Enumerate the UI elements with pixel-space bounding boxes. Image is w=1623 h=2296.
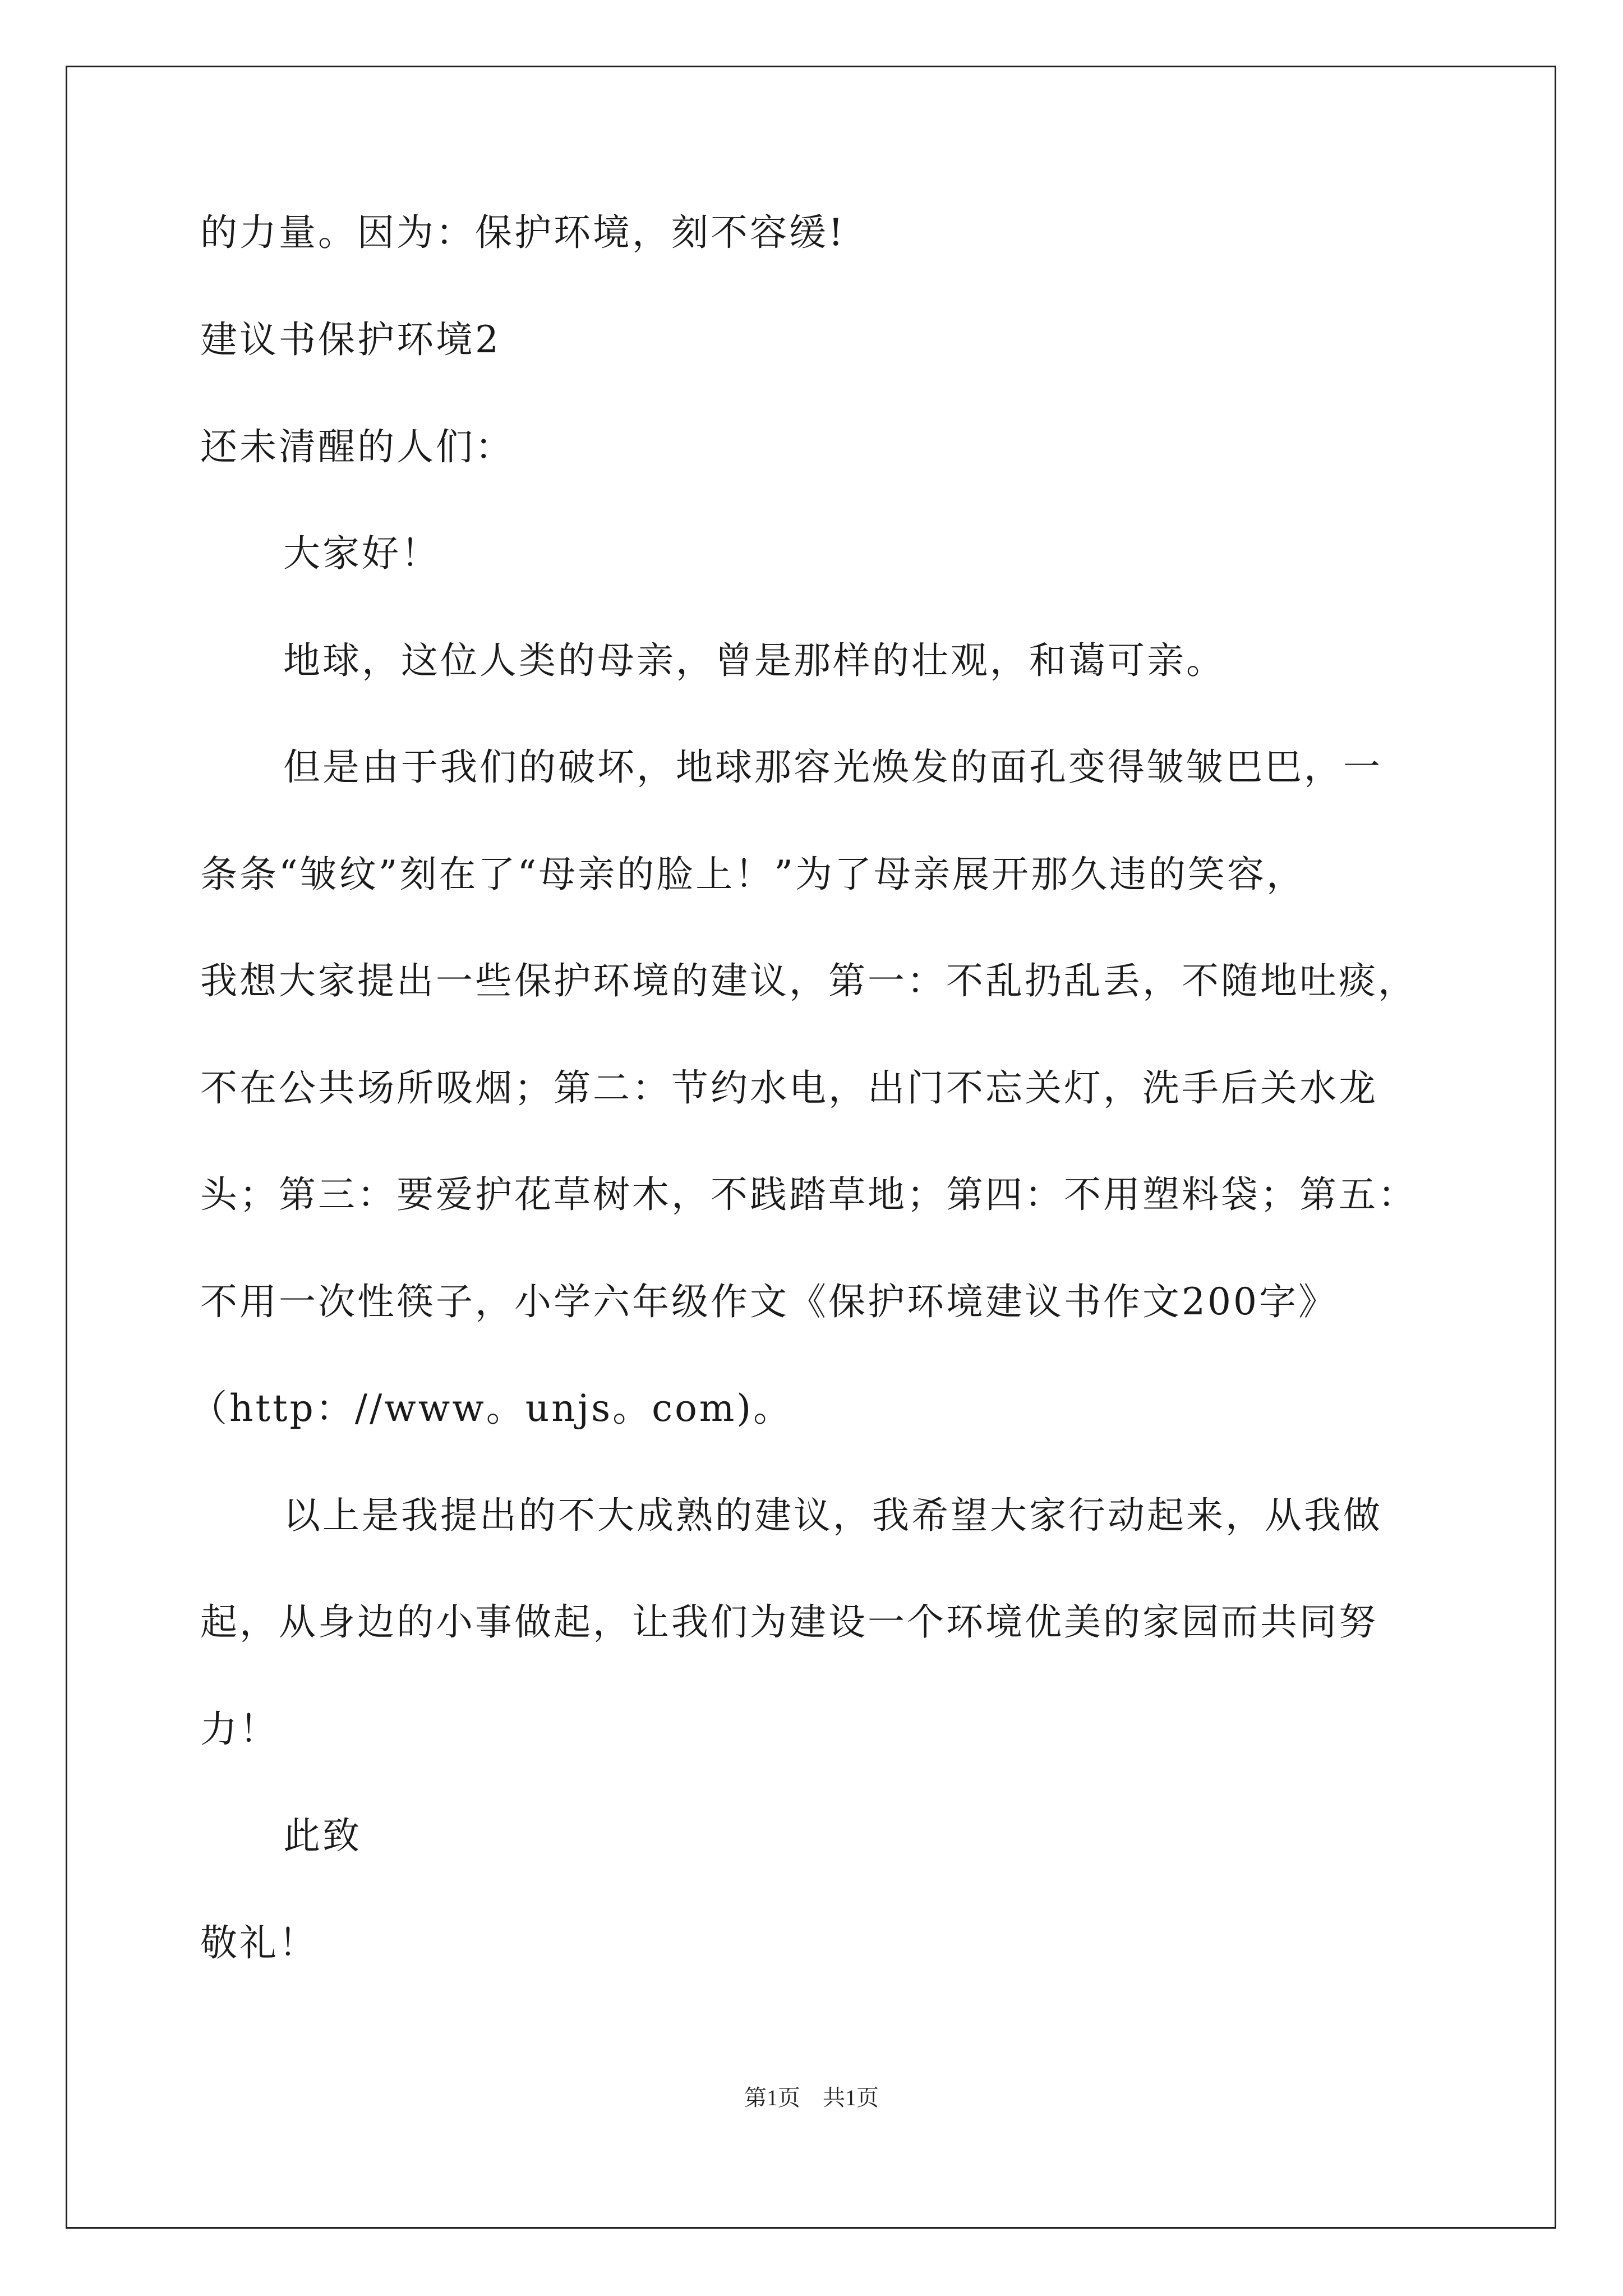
paragraph-line: 条条“皱纹”刻在了“母亲的脸上！”为了母亲展开那久违的笑容， [200, 853, 1306, 896]
paragraph-line: 以上是我提出的不大成熟的建议，我希望大家行动起来，从我做 [283, 1494, 1382, 1537]
closing-salute: 敬礼！ [200, 1921, 318, 1964]
paragraph-line: 力！ [200, 1708, 279, 1751]
paragraph-line: 不用一次性筷子，小学六年级作文《保护环境建议书作文200字》 [200, 1280, 1338, 1323]
paragraph-line: 但是由于我们的破坏，地球那容光焕发的面孔变得皱皱巴巴，一 [283, 746, 1382, 789]
section-heading: 建议书保护环境2 [200, 318, 501, 361]
text-line-closing-phrase: 的力量。因为：保护环境，刻不容缓! [200, 211, 846, 254]
greeting: 大家好！ [283, 532, 440, 575]
paragraph-line: 起，从身边的小事做起，让我们为建设一个环境优美的家园而共同努 [200, 1600, 1378, 1644]
paragraph-line: 头；第三：要爱护花草树木，不践踏草地；第四：不用塑料袋；第五： [200, 1173, 1417, 1216]
closing-regards: 此致 [283, 1814, 362, 1857]
paragraph-line: 我想大家提出一些保护环境的建议，第一：不乱扔乱丢，不随地吐痰， [200, 959, 1417, 1002]
paragraph-line: 地球，这位人类的母亲，曾是那样的壮观，和蔼可亲。 [283, 639, 1225, 682]
paragraph-line: 不在公共场所吸烟；第二：节约水电，出门不忘关灯，洗手后关水龙 [200, 1066, 1378, 1110]
page-number-footer: 第1页 共1页 [744, 2085, 879, 2110]
salutation-recipients: 还未清醒的人们： [200, 425, 514, 468]
paragraph-line-url: （http：//www。unjs。com)。 [190, 1387, 793, 1430]
page-border [66, 66, 1556, 2229]
